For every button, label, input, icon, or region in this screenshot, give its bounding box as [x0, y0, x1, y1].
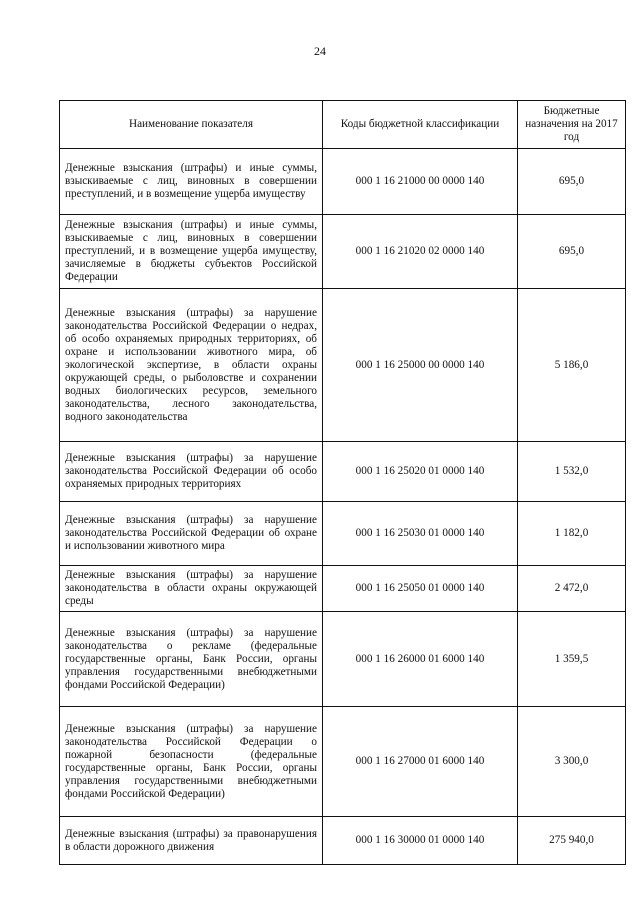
table-row [60, 149, 626, 215]
row-code: 000 1 16 25000 00 0000 140 [323, 289, 518, 442]
table-row [60, 442, 626, 502]
row-value: 1 359,5 [518, 612, 626, 707]
row-code: 000 1 16 26000 01 6000 140 [323, 612, 518, 707]
row-code: 000 1 16 27000 01 6000 140 [323, 707, 518, 817]
row-value: 695,0 [518, 215, 626, 289]
row-name: Денежные взыскания (штрафы) за нарушение законодательства о рекламе (федеральные государственные органы, Банк России, органы управления государственными внебюджетными фондами Российской Федерации) [60, 612, 323, 707]
table-row [60, 817, 626, 865]
row-code: 000 1 16 25020 01 0000 140 [323, 442, 518, 502]
row-value: 695,0 [518, 149, 626, 215]
row-name: Денежные взыскания (штрафы) и иные суммы, взыскиваемые с лиц, виновных в совершении преступлений, и в возмещение ущерба имуществу [60, 149, 323, 215]
row-value: 1 532,0 [518, 442, 626, 502]
table-row [60, 215, 626, 289]
table-header-row [60, 101, 626, 149]
table-row [60, 502, 626, 566]
row-name: Денежные взыскания (штрафы) и иные суммы, взыскиваемые с лиц, виновных в совершении преступлений, и в возмещение ущерба имуществу, зачисляемые в бюджеты субъектов Российской Федерации [60, 215, 323, 289]
row-code: 000 1 16 25050 01 0000 140 [323, 566, 518, 612]
row-value: 2 472,0 [518, 566, 626, 612]
page-number: 24 [314, 44, 326, 58]
row-name: Денежные взыскания (штрафы) за нарушение законодательства в области охраны окружающей среды [60, 566, 323, 612]
table-row [60, 707, 626, 817]
row-code: 000 1 16 25030 01 0000 140 [323, 502, 518, 566]
row-name: Денежные взыскания (штрафы) за нарушение законодательства Российской Федерации о недрах, об особо охраняемых природных территориях, об охране и использовании животного мира, об экологической экспертизе, в области охраны окружающей среды, о рыболовстве и сохранении водных биологических ресурсов, земельного законодательства, лесного законодательства, водного законодательства [60, 289, 323, 442]
row-name: Денежные взыскания (штрафы) за нарушение законодательства Российской Федерации о пожарной безопасности (федеральные государственные органы, Банк России, органы управления государственными внебюджетными фондами Российской Федерации) [60, 707, 323, 817]
header-name: Наименование показателя [60, 101, 323, 149]
row-value: 275 940,0 [518, 817, 626, 865]
row-code: 000 1 16 21020 02 0000 140 [323, 215, 518, 289]
row-name: Денежные взыскания (штрафы) за правонарушения в области дорожного движения [60, 817, 323, 865]
budget-table [59, 100, 626, 865]
row-code: 000 1 16 21000 00 0000 140 [323, 149, 518, 215]
header-code: Коды бюджетной классификации [323, 101, 518, 149]
header-value: Бюджетные назначения на 2017 год [518, 101, 626, 149]
table-row [60, 612, 626, 707]
row-name: Денежные взыскания (штрафы) за нарушение законодательства Российской Федерации об особо охраняемых природных территориях [60, 442, 323, 502]
row-value: 3 300,0 [518, 707, 626, 817]
row-name: Денежные взыскания (штрафы) за нарушение законодательства Российской Федерации об охране и использовании животного мира [60, 502, 323, 566]
table-row [60, 566, 626, 612]
table-row [60, 289, 626, 442]
row-code: 000 1 16 30000 01 0000 140 [323, 817, 518, 865]
row-value: 1 182,0 [518, 502, 626, 566]
row-value: 5 186,0 [518, 289, 626, 442]
